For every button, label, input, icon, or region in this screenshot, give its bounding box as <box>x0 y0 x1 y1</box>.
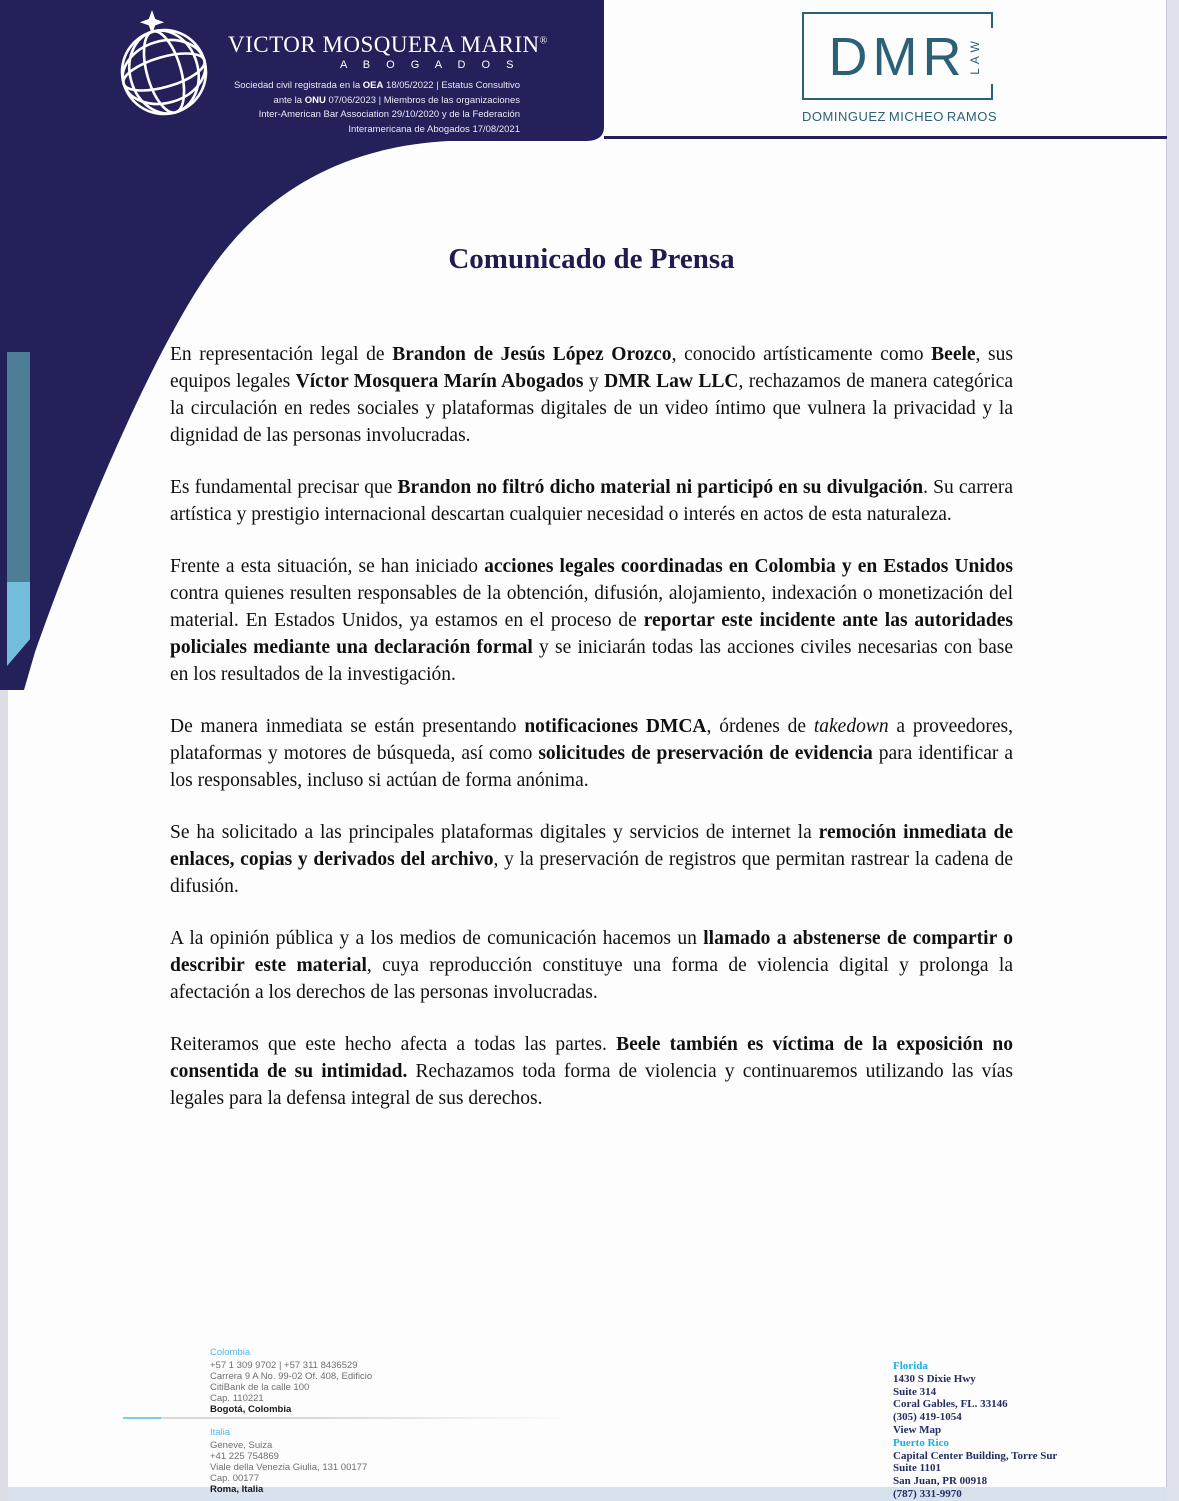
text-segment: Sociedad civil registrada en la <box>233 80 363 91</box>
text-segment: Frente a esta situación, se han iniciado <box>170 556 485 577</box>
office-line: +57 1 309 9702 | +57 311 8436529 <box>210 1360 358 1371</box>
line <box>228 94 520 109</box>
text-segment: Reiteramos que este hecho afecta a todas las partes. <box>170 1034 617 1055</box>
office-italia-lines <box>210 1440 470 1495</box>
text-segment: contra quienes resulten responsables de la obtención, difusión, alojamiento, indexación o monetización del material. En Estados Unidos, ya estamos en el proceso de <box>170 583 1013 631</box>
text-segment: y se iniciarán todas las acciones civiles necesarias con base en los resultados de la investigación. <box>170 637 1013 685</box>
text-segment: DMR Law LLC <box>604 371 739 392</box>
text-segment: takedown <box>813 716 889 737</box>
text-segment: , cuya reproducción constituye una forma de violencia digital y prolonga la afectación a los derechos de las personas involucradas. <box>170 955 1013 1003</box>
text-segment: Interamericana de Abogados 17/08/2021 <box>348 123 520 135</box>
vmm-subtitle: A B O G A D O S <box>339 59 520 71</box>
text-segment: a proveedores, plataformas y motores de búsqueda, así como <box>170 716 1013 764</box>
text-segment: Es fundamental precisar que <box>170 477 398 498</box>
text-segment: , órdenes de <box>706 716 814 737</box>
office-line: (787) 331-9970 <box>893 1487 962 1500</box>
dmr-law-vertical-text: LAW <box>966 31 984 81</box>
paragraph <box>170 713 1013 794</box>
list-item: DOMINGUEZ <box>802 109 886 124</box>
dmr-logo-box <box>802 12 991 100</box>
office-line: Suite 1101 <box>893 1462 941 1475</box>
paragraph <box>170 341 1013 449</box>
vmm-registration-text <box>228 79 520 137</box>
line <box>228 79 520 94</box>
text-segment: Rechazamos toda forma de violencia y continuaremos utilizando las vías legales para la defensa integral de sus derechos. <box>170 1061 1013 1109</box>
office-line: Capital Center Building, Torre Sur <box>893 1449 1058 1462</box>
office-line: 1430 S Dixie Hwy <box>893 1372 976 1385</box>
text-segment: llamado a abstenerse de compartir o describir este material <box>170 928 1013 976</box>
office-line: Geneve, Suiza <box>210 1440 273 1451</box>
paragraph <box>170 1031 1013 1112</box>
vmm-logo-text <box>228 32 548 137</box>
scan-edge-right <box>1166 0 1179 1501</box>
office-line: Puerto Rico <box>893 1436 949 1449</box>
dmr-acronym: DMR <box>828 27 967 87</box>
office-line: Viale della Venezia Giulia, 131 00177 <box>210 1462 368 1473</box>
dmr-border-stub-bottom <box>991 84 993 100</box>
text-segment: , conocido artísticamente como <box>671 344 932 365</box>
office-line: Roma, Italia <box>210 1484 264 1495</box>
paragraph <box>170 474 1013 528</box>
office-line: Carrera 9 A No. 99-02 Of. 408, Edificio <box>210 1371 373 1382</box>
press-release-body <box>170 341 1013 1137</box>
footer-offices-right <box>893 1360 1133 1501</box>
list-item: RAMOS <box>946 109 997 124</box>
text-segment: Se ha solicitado a las principales plataformas digitales y servicios de internet la <box>170 822 819 843</box>
office-line: Florida <box>893 1360 928 1372</box>
paragraph <box>170 925 1013 1006</box>
paragraph <box>170 819 1013 900</box>
registered-trademark: ® <box>539 35 548 47</box>
text-segment: Brandon de Jesús López Orozco <box>392 344 672 365</box>
text-segment: ante la <box>273 94 305 106</box>
dmr-law-logo <box>802 12 997 124</box>
text-segment: notificaciones DMCA <box>524 716 707 737</box>
text-segment: De manera inmediata se están presentando <box>170 716 525 737</box>
text-segment: acciones legales coordinadas en Colombia y en Estados Unidos <box>484 556 1013 577</box>
text-segment: Inter-American Bar Association 29/10/2020 y de la Federación <box>258 109 520 120</box>
footer-divider-line <box>123 1417 573 1419</box>
office-colombia-lines <box>210 1360 470 1415</box>
text-segment: ONU <box>304 94 326 106</box>
text-segment: A la opinión pública y a los medios de comunicación hacemos un <box>170 928 704 949</box>
office-line: View Map <box>893 1423 942 1436</box>
vmm-firm-name <box>228 32 548 58</box>
office-line: Bogotá, Colombia <box>210 1404 292 1415</box>
list-item: MICHEO <box>888 109 944 124</box>
dmr-border-stub-top <box>991 12 993 28</box>
office-line: CitiBank de la calle 100 <box>210 1382 310 1393</box>
office-line: San Juan, PR 00918 <box>893 1475 988 1488</box>
text-segment: y <box>583 371 605 392</box>
office-line: Cap. 00177 <box>210 1473 260 1484</box>
line <box>228 123 520 138</box>
text-segment: remoción inmediata de enlaces, copias y derivados del archivo <box>170 822 1013 870</box>
office-line: (305) 419-1054 <box>893 1411 962 1424</box>
line <box>228 108 520 123</box>
text-segment: Víctor Mosquera Marín Abogados <box>295 371 584 392</box>
dmr-partner-names <box>802 109 997 124</box>
text-segment: Beele <box>931 344 976 365</box>
office-italia-label: Italia <box>210 1427 231 1438</box>
text-segment: Brandon no filtró dicho material ni participó en su divulgación <box>397 477 924 498</box>
text-segment: 18/05/2022 | Estatus Consultivo <box>383 80 520 91</box>
header-divider-line <box>604 136 1167 139</box>
vmm-name-text: VICTOR MOSQUERA MARIN <box>228 32 540 57</box>
text-segment: En representación legal de <box>170 344 393 365</box>
paragraph <box>170 553 1013 688</box>
office-colombia-label: Colombia <box>210 1347 251 1358</box>
text-segment: 07/06/2023 | Miembros de las organizaciones <box>325 94 520 106</box>
text-segment: , sus equipos legales <box>170 344 1013 392</box>
office-colombia <box>210 1347 470 1415</box>
text-segment: para identificar a los responsables, incluso si actúan de forma anónima. <box>170 743 1013 791</box>
office-line: Coral Gables, FL. 33146 <box>893 1398 1008 1411</box>
footer-offices-left <box>210 1347 470 1495</box>
text-segment: , y la preservación de registros que permitan rastrear la cadena de difusión. <box>170 849 1014 897</box>
text-segment: , rechazamos de manera categórica la circulación en redes sociales y plataformas digitales de un video íntimo que vulnera la privacidad y la dignidad de las personas involucradas. <box>170 371 1013 446</box>
text-segment: OEA <box>362 80 384 91</box>
document-title: Comunicado de Prensa <box>448 243 735 275</box>
text-segment: . Su carrera artística y prestigio internacional descartan cualquier necesidad o interés en actos de esta naturaleza. <box>170 477 1013 525</box>
office-line: +41 225 754869 <box>210 1451 279 1462</box>
text-segment: solicitudes de preservación de evidencia <box>538 743 873 764</box>
office-italia <box>210 1427 470 1495</box>
office-line: Cap. 110221 <box>210 1393 264 1404</box>
office-line: Suite 314 <box>893 1385 937 1398</box>
globe-icon <box>105 8 223 130</box>
steel-blue-accent-bar <box>7 352 30 582</box>
text-segment: reportar este incidente ante las autoridades policiales mediante una declaración formal <box>170 610 1014 658</box>
text-segment: Beele también es víctima de la exposición no consentida de su intimidad. <box>170 1034 1013 1082</box>
